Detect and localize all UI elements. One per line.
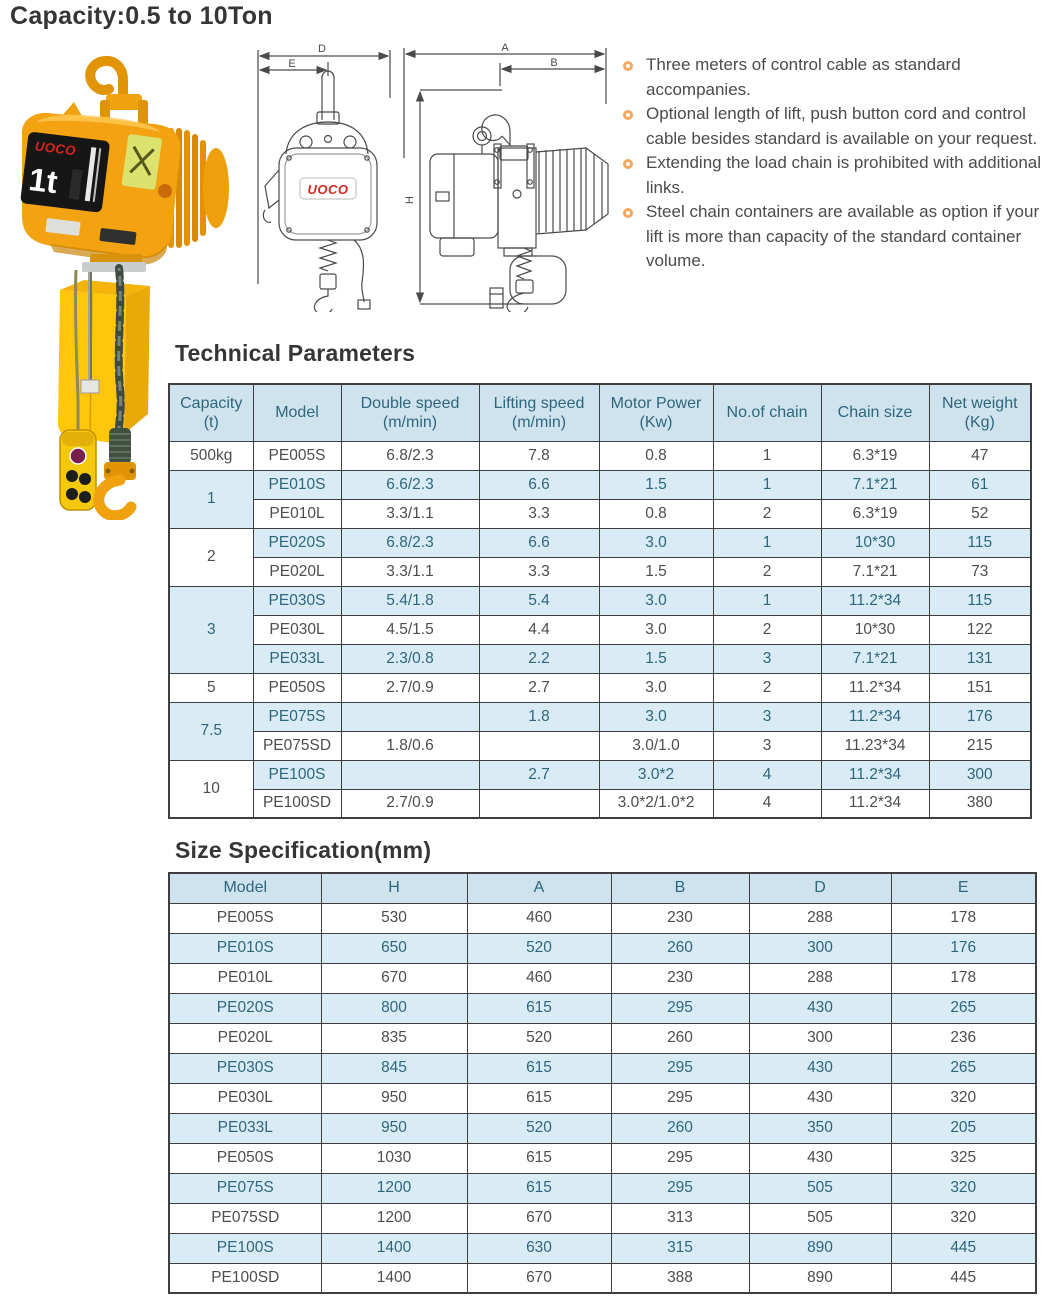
table-cell: 445 [891,1233,1036,1263]
table-cell: 6.3*19 [821,499,929,528]
table-cell: 215 [929,731,1031,760]
table-cell: 890 [749,1263,891,1293]
table-cell: 2 [713,615,821,644]
table-cell: 430 [749,993,891,1023]
table-cell: 1 [169,470,253,528]
table-cell: 151 [929,673,1031,702]
table-cell: 615 [467,1083,611,1113]
table-cell: 178 [891,903,1036,933]
table-cell: 2.3/0.8 [341,644,479,673]
table-cell: PE100S [253,760,341,789]
list-item [621,102,1042,151]
table-row [169,993,1036,1023]
column-header: Lifting speed (m/min) [479,384,599,441]
table-cell: 1 [713,586,821,615]
table-cell: PE020L [253,557,341,586]
table-cell: PE075SD [253,731,341,760]
table-cell: 7.1*21 [821,557,929,586]
table-cell: 3 [713,731,821,760]
column-header: Net weight (Kg) [929,384,1031,441]
list-item [621,53,1042,102]
table-cell: 3.0 [599,586,713,615]
table-cell: 520 [467,933,611,963]
table-cell: 313 [611,1203,749,1233]
table-cell: 670 [321,963,467,993]
table-row [169,644,1031,673]
table-cell: 10*30 [821,615,929,644]
table-cell: 178 [891,963,1036,993]
table-cell: 1200 [321,1173,467,1203]
up-button [66,470,78,482]
table-cell: PE030S [253,586,341,615]
table-row [169,499,1031,528]
feature-text: Extending the load chain is prohibited with additional links. [646,153,1042,197]
table-cell: 320 [891,1173,1036,1203]
table-row [169,441,1031,470]
table-cell: 315 [611,1233,749,1263]
table-cell: PE030L [169,1083,321,1113]
feature-text: Three meters of control cable as standard accompanies. [646,55,961,99]
table-cell: 3.0 [599,702,713,731]
table-cell: 1030 [321,1143,467,1173]
table-cell: 265 [891,1053,1036,1083]
dim-label-b: B [550,57,558,69]
table-cell: 1.8/0.6 [341,731,479,760]
column-header: D [749,873,891,903]
table-cell: 800 [321,993,467,1023]
table-cell: 1200 [321,1203,467,1233]
table-cell: 1 [713,470,821,499]
table-cell [341,760,479,789]
table-cell: PE020S [253,528,341,557]
table-cell: PE033L [253,644,341,673]
table-cell: 430 [749,1083,891,1113]
table-row [169,1173,1036,1203]
table-cell: 47 [929,441,1031,470]
table-cell: 615 [467,1143,611,1173]
dim-label-a: A [501,42,509,54]
table-cell: 1.5 [599,557,713,586]
table-cell: 320 [891,1203,1036,1233]
table-cell: 115 [929,528,1031,557]
table-row [169,702,1031,731]
table-cell: 3.3/1.1 [341,499,479,528]
table-cell: 3 [713,644,821,673]
table-cell: 10 [169,760,253,818]
table-row [169,1143,1036,1173]
table-cell: PE075SD [169,1203,321,1233]
list-item [621,151,1042,200]
dimension-lines [404,48,606,304]
table-cell: 6.6 [479,528,599,557]
table-cell: 10*30 [821,528,929,557]
table-cell: 835 [321,1023,467,1053]
table-cell: 380 [929,789,1031,818]
table-cell: 1 [713,528,821,557]
table-cell: 4.5/1.5 [341,615,479,644]
table-cell: 1.8 [479,702,599,731]
table-cell: 295 [611,993,749,1023]
table-cell: 265 [891,993,1036,1023]
table-cell: 7.1*21 [821,470,929,499]
table-cell: 3.0*2/1.0*2 [599,789,713,818]
column-header: H [321,873,467,903]
table-header-row [169,873,1036,903]
table-cell: 230 [611,963,749,993]
table-cell: 890 [749,1233,891,1263]
table-cell: PE030L [253,615,341,644]
table-cell: 288 [749,903,891,933]
column-header: Motor Power (Kw) [599,384,713,441]
bullet-icon [623,159,633,169]
table-cell: PE075S [169,1173,321,1203]
table-cell [479,789,599,818]
table-cell: 3.0 [599,528,713,557]
table-cell: PE005S [169,903,321,933]
dim-label-h: H [404,196,416,204]
feature-list [621,53,1042,274]
table-cell: 3.0 [599,615,713,644]
column-header: E [891,873,1036,903]
table-cell: 950 [321,1113,467,1143]
table-row [169,557,1031,586]
table-cell: 325 [891,1143,1036,1173]
table-row [169,1023,1036,1053]
table-row [169,1203,1036,1233]
table-cell: 5 [169,673,253,702]
table-cell: PE100SD [253,789,341,818]
side-view-drawing [396,42,616,312]
table-cell: 530 [321,903,467,933]
table-row [169,586,1031,615]
list-item [621,200,1042,274]
table-cell: PE005S [253,441,341,470]
table-cell: 2.7 [479,760,599,789]
table-cell: 1.5 [599,644,713,673]
table-row [169,615,1031,644]
table-cell: 61 [929,470,1031,499]
table-cell: 2.7 [479,673,599,702]
table-row [169,1113,1036,1143]
table-cell: 6.8/2.3 [341,528,479,557]
table-cell: 500kg [169,441,253,470]
table-cell: 950 [321,1083,467,1113]
table-row [169,963,1036,993]
table-cell: 260 [611,1113,749,1143]
table-cell: 5.4/1.8 [341,586,479,615]
table-cell: 176 [929,702,1031,731]
table-cell: 4.4 [479,615,599,644]
table-cell: 630 [467,1233,611,1263]
table-cell: 11.2*34 [821,702,929,731]
table-row [169,1263,1036,1293]
table-row [169,1083,1036,1113]
table-cell: 350 [749,1113,891,1143]
down-button [79,473,91,485]
table-cell: 6.3*19 [821,441,929,470]
front-view-drawing [252,42,398,312]
emergency-stop-button [70,448,86,464]
table-cell: 388 [611,1263,749,1293]
table-row [169,528,1031,557]
table-cell: 6.8/2.3 [341,441,479,470]
table-cell: 122 [929,615,1031,644]
table-cell: 300 [749,1023,891,1053]
bullet-icon [623,208,633,218]
table-cell: 3.0*2 [599,760,713,789]
table-cell: PE010L [253,499,341,528]
table-cell: 295 [611,1053,749,1083]
table-cell: 236 [891,1023,1036,1053]
chain-container [58,280,150,443]
table-cell: 7.1*21 [821,644,929,673]
dim-label-e: E [288,58,296,70]
table-cell: 615 [467,1053,611,1083]
table-cell: 430 [749,1143,891,1173]
table-cell: 52 [929,499,1031,528]
table-row [169,470,1031,499]
table-cell: 615 [467,1173,611,1203]
table-cell: PE033L [169,1113,321,1143]
table-cell: PE020S [169,993,321,1023]
table-cell: 4 [713,789,821,818]
table-cell: PE050S [253,673,341,702]
table-cell: 7.8 [479,441,599,470]
table-cell: 131 [929,644,1031,673]
table-cell: 1.5 [599,470,713,499]
table-row [169,1233,1036,1263]
bullet-icon [623,110,633,120]
table-cell: 1400 [321,1233,467,1263]
table-cell: PE100S [169,1233,321,1263]
feature-text: Optional length of lift, push button cord and control cable besides standard is available on your request. [646,104,1038,148]
table-cell: 2 [713,557,821,586]
column-header: B [611,873,749,903]
front-view-sketch [252,42,398,312]
table-cell: PE100SD [169,1263,321,1293]
page-title: Capacity:0.5 to 10Ton [10,2,273,30]
table-cell: 2.7/0.9 [341,673,479,702]
bullet-icon [623,61,633,71]
table-cell: 73 [929,557,1031,586]
table-cell: 460 [467,963,611,993]
table-cell: 650 [321,933,467,963]
table-cell: 3.0 [599,673,713,702]
table-cell: 1400 [321,1263,467,1293]
table-cell: 260 [611,1023,749,1053]
table-cell: PE010S [253,470,341,499]
column-header: Capacity (t) [169,384,253,441]
table-cell: 11.2*34 [821,586,929,615]
size-specification-heading: Size Specification(mm) [175,837,432,863]
table-cell: 670 [467,1203,611,1233]
table-cell: 505 [749,1173,891,1203]
capacity-badge: 1t [26,160,60,201]
hoist-side-outline [430,115,608,312]
brand-logo-text: UOCO [307,182,349,197]
warning-sticker [121,134,162,190]
table-cell: 6.6 [479,470,599,499]
table-cell: PE075S [253,702,341,731]
table-cell: 0.8 [599,441,713,470]
table-cell: 176 [891,933,1036,963]
table-row [169,760,1031,789]
table-cell: 2 [713,673,821,702]
table-cell: PE050S [169,1143,321,1173]
table-cell: 2.2 [479,644,599,673]
column-header: Chain size [821,384,929,441]
table-cell: 11.2*34 [821,760,929,789]
side-view-sketch [396,42,616,312]
table-cell: 115 [929,586,1031,615]
size-specification-table [168,872,1037,1294]
table-cell: 7.5 [169,702,253,760]
technical-parameters-table [168,383,1032,819]
table-cell: PE010L [169,963,321,993]
table-cell: 320 [891,1083,1036,1113]
table-cell: PE010S [169,933,321,963]
table-cell: 505 [749,1203,891,1233]
table-cell: 445 [891,1263,1036,1293]
table-cell: 3 [713,702,821,731]
table-row [169,1053,1036,1083]
table-cell: 3 [169,586,253,673]
table-cell: 2.7/0.9 [341,789,479,818]
table-cell: 520 [467,1113,611,1143]
table-row [169,903,1036,933]
table-cell: 6.6/2.3 [341,470,479,499]
column-header: No.of chain [713,384,821,441]
table-cell: 260 [611,933,749,963]
control-button [79,491,91,503]
load-chain [119,268,121,430]
table-row [169,789,1031,818]
brand-logo-text: UOCO [34,138,77,159]
table-cell: 11.2*34 [821,789,929,818]
table-cell: 460 [467,903,611,933]
table-cell: 3.3 [479,557,599,586]
column-header: Double speed (m/min) [341,384,479,441]
table-cell: 205 [891,1113,1036,1143]
control-button [66,488,78,500]
table-cell: 5.4 [479,586,599,615]
feature-text: Steel chain containers are available as option if your lift is more than capacity of the standard container volume. [646,202,1040,270]
table-cell: 300 [929,760,1031,789]
chain-guide [82,254,146,272]
column-header: Model [169,873,321,903]
table-cell: 845 [321,1053,467,1083]
rating-label [20,131,110,212]
table-cell: 3.0/1.0 [599,731,713,760]
table-cell: 2 [169,528,253,586]
table-cell: 3.3/1.1 [341,557,479,586]
table-cell: 11.23*34 [821,731,929,760]
table-cell: 3.3 [479,499,599,528]
table-cell: 230 [611,903,749,933]
table-cell: 295 [611,1173,749,1203]
column-header: Model [253,384,341,441]
table-row [169,673,1031,702]
table-cell: 11.2*34 [821,673,929,702]
table-cell: 430 [749,1053,891,1083]
table-cell: 670 [467,1263,611,1293]
column-header: A [467,873,611,903]
table-cell: 520 [467,1023,611,1053]
table-cell: 1 [713,441,821,470]
table-row [169,933,1036,963]
table-row [169,731,1031,760]
table-cell: 4 [713,760,821,789]
table-cell [479,731,599,760]
table-cell: 615 [467,993,611,1023]
round-sticker [158,184,172,198]
table-cell: 288 [749,963,891,993]
table-header-row [169,384,1031,441]
table-cell: 295 [611,1083,749,1113]
dim-label-d: D [318,43,326,55]
technical-parameters-heading: Technical Parameters [175,340,416,366]
table-cell: 300 [749,933,891,963]
table-cell: 2 [713,499,821,528]
table-cell: PE030S [169,1053,321,1083]
table-cell [341,702,479,731]
table-cell: PE020L [169,1023,321,1053]
table-cell: 0.8 [599,499,713,528]
table-cell: 295 [611,1143,749,1173]
